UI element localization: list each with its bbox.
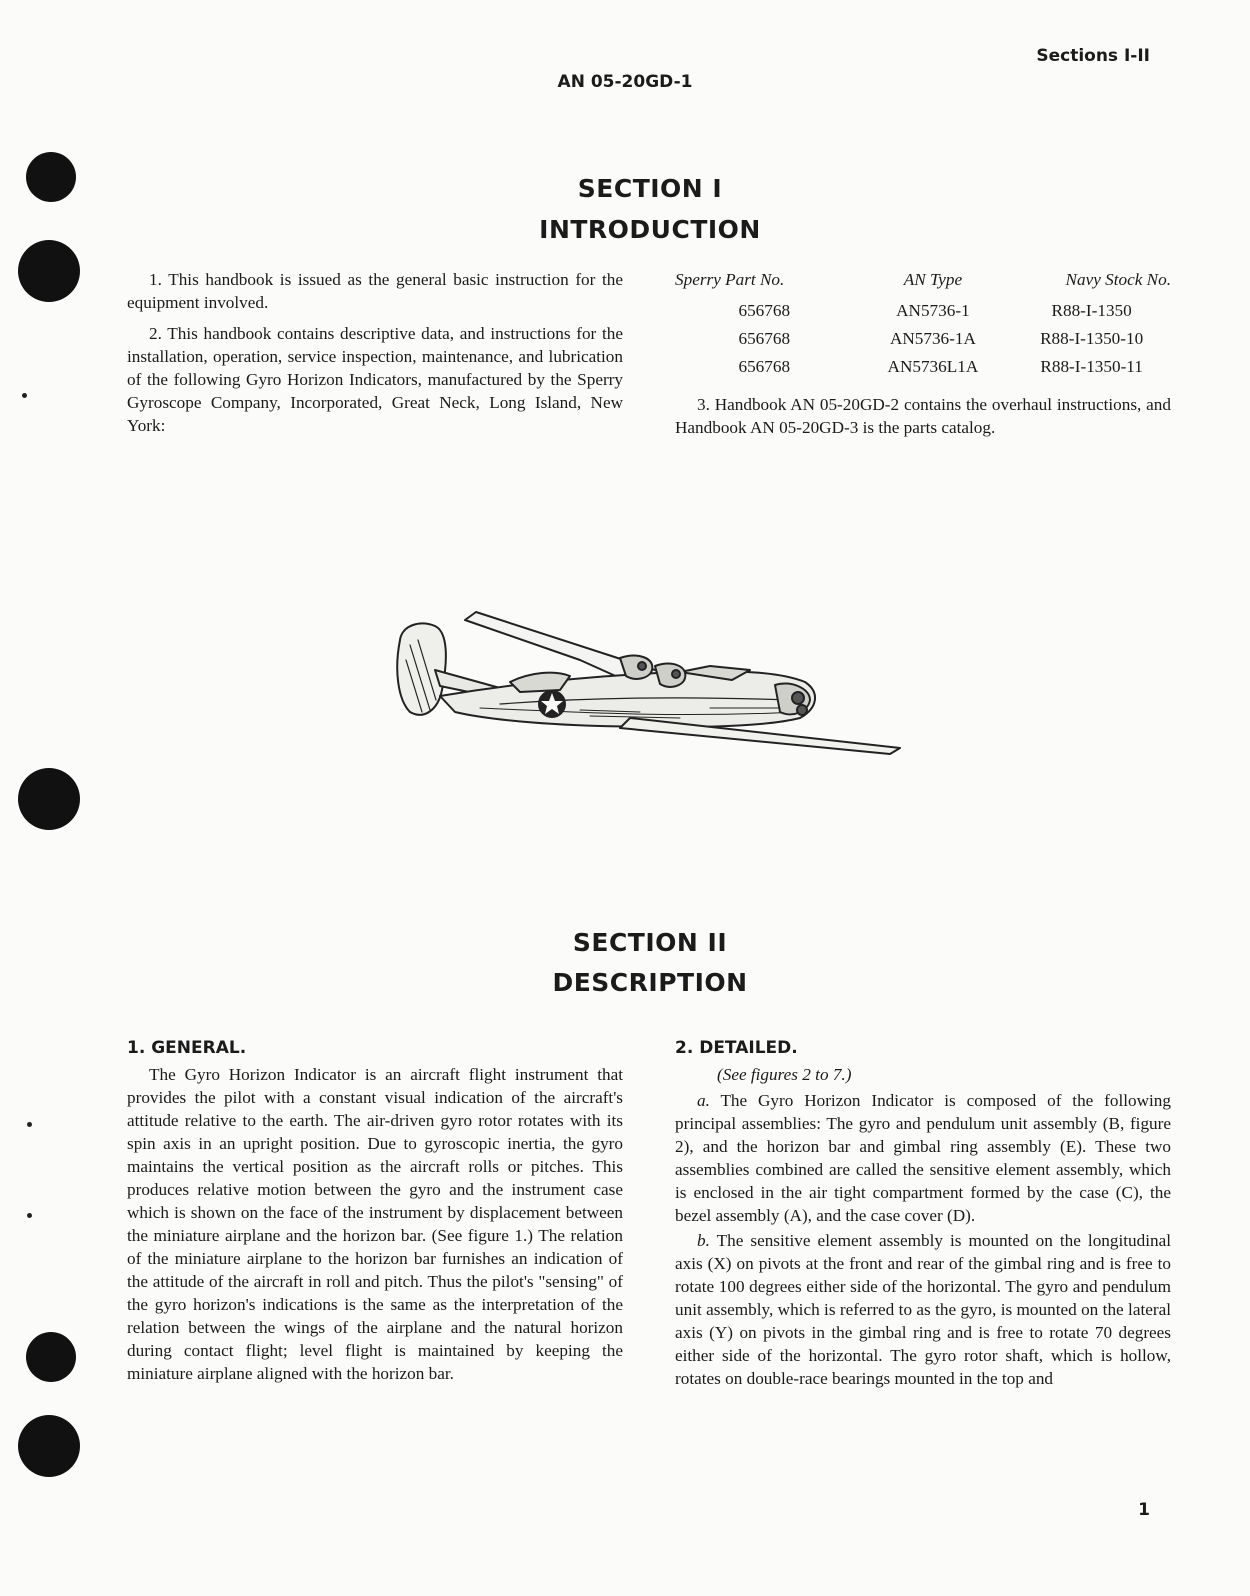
scan-speck (27, 1213, 32, 1218)
table-cell: R88-I-1350 (1051, 301, 1132, 320)
section-2-left-column (127, 1037, 623, 1393)
page-number: 1 (1138, 1500, 1150, 1520)
col-header-an-type: AN Type (903, 270, 963, 289)
detailed-paragraph-b (675, 1229, 1171, 1390)
section-range-header: Sections I-II (1036, 46, 1150, 66)
table-cell: AN5736-1 (896, 301, 970, 320)
section-1-right-column (675, 268, 1171, 447)
detailed-figure-reference: (See figures 2 to 7.) (717, 1065, 852, 1084)
detailed-heading: 2. DETAILED. (675, 1038, 798, 1058)
paragraph-a-text: The Gyro Horizon Indicator is composed of the following principal assemblies: The gyro and pendulum unit assembly (B, figure 2), and the horizon bar and gimbal ring assembly (E). These two assemblies combined are called the sensitive element assembly, which is enclosed in the air tight compartment formed by the case (C), the bezel assembly (A), and the case cover (D). (675, 1091, 1171, 1225)
parts-table (675, 268, 1171, 381)
table-cell: R88-I-1350-10 (1040, 329, 1144, 348)
document-id-header: AN 05-20GD-1 (557, 72, 693, 92)
table-row (675, 353, 1171, 381)
section-2-number: SECTION II (572, 928, 728, 957)
binder-hole (26, 1332, 76, 1382)
table-row (675, 325, 1171, 353)
general-heading: 1. GENERAL. (127, 1038, 247, 1058)
binder-hole (18, 240, 80, 302)
binder-hole (18, 1415, 80, 1477)
binder-hole (18, 768, 80, 830)
table-cell: 656768 (738, 357, 791, 376)
bomber-aircraft-illustration (380, 600, 920, 780)
section-1-title: INTRODUCTION (539, 215, 761, 244)
general-paragraph: The Gyro Horizon Indicator is an aircraft flight instrument that provides the pilot with a constant visual indication of the aircraft's attitude relative to the earth. The air-driven gyro rotor rotates with its spin axis in an upright position. Due to gyroscopic inertia, the gyro maintains the vertical position as the aircraft rolls or pitches. This produces relative motion between the gyro and the instrument case which is shown on the face of the instrument by displacement between the miniature airplane and the horizon bar. (See figure 1.) The relation of the miniature airplane to the horizon bar furnishes an indication of the attitude of the aircraft in roll and pitch. Thus the pilot's "sensing" of the gyro horizon's indications is the same as the interpretation of the relation between the wings of the airplane and the natural horizon during contact flight; level flight is maintained by keeping the miniature airplane aligned with the horizon bar. (127, 1065, 623, 1383)
table-cell: AN5736L1A (887, 357, 979, 376)
section-2-right-column (675, 1037, 1171, 1398)
parts-table-header-row (675, 268, 1171, 297)
table-row (675, 297, 1171, 325)
intro-paragraph-2: 2. This handbook contains descriptive data, and instructions for the installation, operation, service inspection, maintenance, and lubrication of the following Gyro Horizon Indicators, manufactured by the Sperry Gyroscope Company, Incorporated, Great Neck, Long Island, New York: (127, 324, 623, 435)
paragraph-b-text: The sensitive element assembly is mounted on the longitudinal axis (X) on pivots at the front and rear of the gimbal ring and is free to rotate 100 degrees either side of the horizontal. The gyro and pendulum unit assembly, which is referred to as the gyro, is mounted on the lateral axis (Y) on pivots in the gimbal ring and is free to rotate 70 degrees either side of the horizontal. The gyro rotor shaft, which is hollow, rotates on double-race bearings mounted in the top and (675, 1231, 1171, 1388)
paragraph-a-label: a. (697, 1091, 710, 1110)
table-cell: R88-I-1350-11 (1040, 357, 1143, 376)
intro-paragraph-3: 3. Handbook AN 05-20GD-2 contains the overhaul instructions, and Handbook AN 05-20GD-3 is the parts catalog. (675, 395, 1171, 437)
table-cell: AN5736-1A (889, 329, 976, 348)
scan-speck (22, 393, 27, 398)
scan-speck (27, 1122, 32, 1127)
table-cell: 656768 (738, 329, 791, 348)
table-cell: 656768 (738, 301, 791, 320)
detailed-paragraph-a (675, 1089, 1171, 1227)
section-1-left-column (127, 268, 623, 445)
col-header-sperry-part: Sperry Part No. (675, 270, 785, 289)
section-1-number: SECTION I (577, 174, 723, 203)
section-2-title: DESCRIPTION (552, 968, 748, 997)
intro-paragraph-1: 1. This handbook is issued as the general basic instruction for the equipment involved. (127, 270, 623, 312)
col-header-navy-stock: Navy Stock No. (1065, 270, 1171, 289)
paragraph-b-label: b. (697, 1231, 710, 1250)
